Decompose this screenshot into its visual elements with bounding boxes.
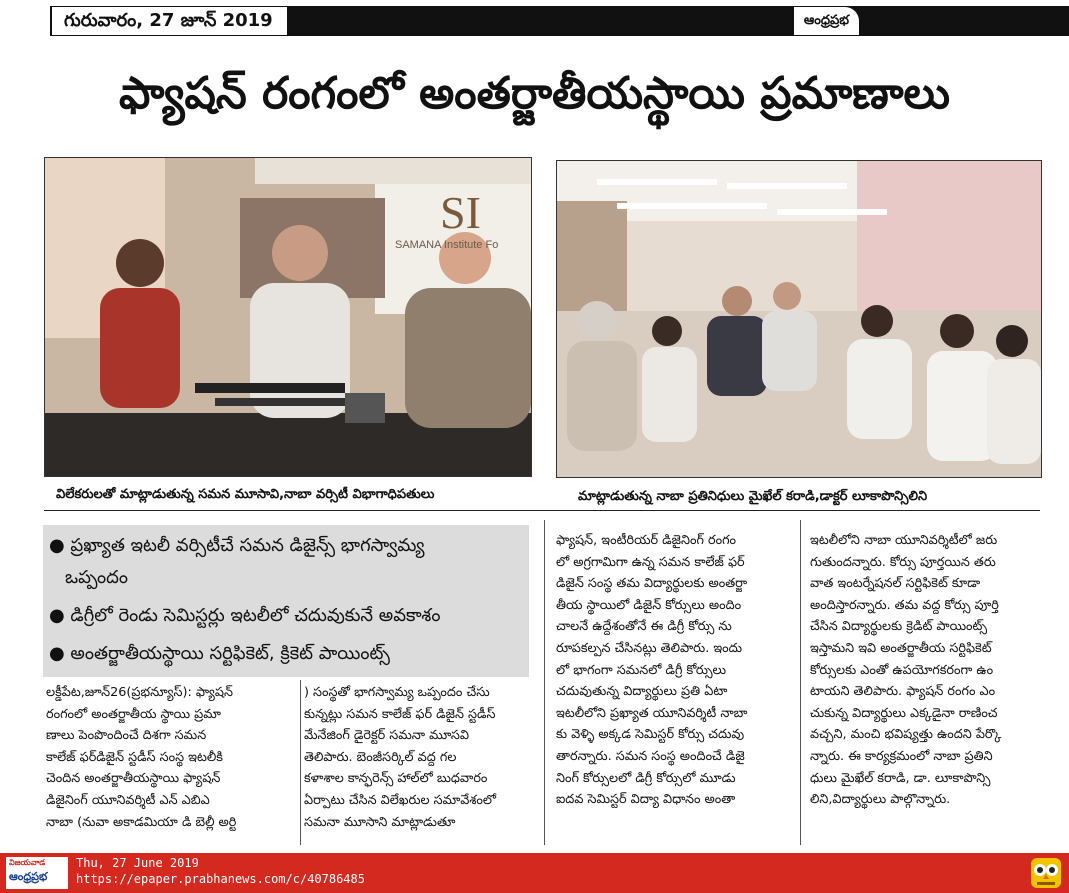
article-column-4 (810, 530, 1066, 811)
highlight-item: ● అంతర్జాతీయస్థాయి సర్టిఫికెట్, క్రికెట్ పాయింట్స్ (49, 643, 390, 664)
article-line: వాత ఇంటర్నేషనల్ సర్టిఫికెట్ కూడా (810, 576, 981, 592)
article-line: ఏర్పాటు చేసిన విలేఖరుల సమావేశంలో (304, 792, 497, 808)
article-line: నాబా (నువా అకాడమియా డి బెల్లీ అర్టి (46, 814, 237, 830)
footer-url[interactable]: https://epaper.prabhanews.com/c/40786485 (76, 872, 365, 886)
right-photo-caption: మాట్లాడుతున్న నాబా ప్రతినిధులు మైఖేల్ కరాడి,డాక్టర్ లూకాపొన్సిలిని (578, 489, 928, 504)
article-line: టాయని తెలిపారు. ఫ్యాషన్ రంగం ఎం (810, 684, 996, 700)
article-line: ఇటలీలోని నాబా యూనివర్శిటీలో జరు (810, 533, 998, 548)
banner-subtext: SAMANA Institute Fo (395, 239, 499, 251)
column-rule-3 (300, 680, 301, 845)
article-column-2 (304, 682, 540, 833)
left-photo-caption: విలేకరులతో మాట్లాడుతున్న సమన మూసావి,నాబా వర్సిటీ విభాగాధిపతులు (56, 487, 435, 502)
article-line: గుతుందన్నారు. కోర్సు పూర్తయిన తరు (810, 554, 996, 570)
article-line: తీయ స్థాయిలో డిజైన్ కోర్సులు అందిం (556, 597, 742, 613)
article-line: లో అగ్రగామిగా ఉన్న సమన కాలేజ్ ఫర్ (556, 554, 745, 570)
article-line: చేసిన విద్యార్థులకు క్రెడిట్ పాయింట్స్ (810, 619, 988, 635)
article-line: అందిస్తారన్నారు. తమ వద్ద కోర్సు పూర్తి (810, 597, 999, 613)
article-line: చుకున్న విద్యార్థులు ఎక్కడైనా రాణించ (810, 705, 998, 721)
article-line: వచ్చని, మంచి భవిష్యత్తు ఉందని పేర్కొ (810, 727, 1002, 743)
article-column-3 (556, 530, 796, 811)
page-headline: ఫ్యాషన్ రంగంలో అంతర్జాతీయస్థాయి ప్రమాణాలు (119, 68, 950, 119)
article-line: ఇటలీలోని ప్రఖ్యాత యూనివర్శిటీ నాబా (556, 705, 748, 721)
masthead-brand: ఆంధ్రప్రభ (794, 7, 859, 35)
article-line: కున్నట్లు సమన కాలేజ్ ఫర్ డిజైన్ స్టడీస్ (304, 706, 496, 722)
article-line: కోర్సులకు ఎంతో ఉపయోగకరంగా ఉం (810, 662, 994, 678)
owl-icon[interactable] (1029, 856, 1063, 890)
article-line: కళాశాల కాన్ఫరెన్స్ హాల్‌లో బుధవారం (304, 771, 488, 787)
article-line: లిని,విద్యార్థులు పాల్గొన్నారు. (810, 792, 951, 808)
article-line: ధులు మైఖేల్ కరాడి, డా. లూకాపొన్సి (810, 770, 991, 786)
article-line: చాలనే ఉద్దేశంతోనే ఈ డిగ్రీ కోర్సు ను (556, 619, 732, 635)
article-line: ఐదవ సెమిస్టర్ విద్యా విధానం అంతా (556, 792, 736, 808)
press-conference-image (45, 158, 531, 476)
caption-divider (44, 510, 1040, 511)
epaper-footer (0, 853, 1069, 893)
article-line: న్నారు. ఈ కార్యక్రమంలో నాబా ప్రతిని (810, 748, 993, 764)
footer-logo-city: విజయవాడ (9, 858, 46, 867)
edition-date: గురువారం, 27 జూన్ 2019 (52, 7, 287, 35)
highlights-box (43, 525, 529, 677)
article-line: నింగ్ కోర్సులలో డిగ్రీ కోర్సులో మూడు (556, 770, 736, 786)
highlight-item: ● ప్రఖ్యాత ఇటలీ వర్సిటీచే సమన డిజైన్స్ భాగస్వామ్య (49, 535, 425, 556)
article-line: డిజైన్ సంస్థ తమ విద్యార్థులకు అంతర్జా (556, 576, 748, 592)
press-conference-photo[interactable] (44, 157, 532, 477)
article-line: రంగంలో అంతర్జాతీయ స్థాయి ప్రమా (46, 706, 221, 722)
footer-logo[interactable] (6, 857, 68, 889)
article-line: లక్డీపేట,జూన్26(ప్రభన్యూస్): ఫ్యాషన్ (46, 685, 234, 700)
article-line: ఇస్తామని ఇవి అంతర్జాతీయ సర్టిఫికెట్ (810, 640, 992, 656)
article-line: డిజైనింగ్ యూనివర్శిటీ ఎన్ ఎబిఎ (46, 792, 210, 808)
article-line: లో భాగంగా సమనలో డిగ్రీ కోర్సులు (556, 662, 727, 678)
article-line: కాలేజ్ ఫర్‌డిజైన్ స్టడీస్ సంస్థ ఇటలీకి (46, 749, 223, 765)
students-meeting-image (557, 161, 1041, 477)
article-line: చదువుతున్న విద్యార్థులు ప్రతి ఏటా (556, 684, 728, 700)
article-line: చెందిన అంతర్జాతీయస్థాయి ఫ్యాషన్ (46, 771, 221, 787)
footer-logo-brand: ఆంధ్రప్రభ (9, 870, 48, 883)
article-line: సమనా మూసాని మాట్లాడుతూ (304, 814, 456, 830)
article-line: కు వెళ్ళి అక్కడ సెమిస్టర్ కోర్సు చదువు (556, 727, 745, 743)
students-meeting-photo[interactable] (556, 160, 1042, 478)
column-rule-2 (800, 520, 801, 845)
article-line: తెలిపారు. బెంజీసర్కిల్ వద్ద గల (304, 749, 457, 765)
highlight-item: ఒప్పందం (65, 567, 128, 588)
article-line: మేనేజింగ్ డైరెక్టర్ సమనా మూసవి (304, 728, 469, 744)
article-line: ణాలు పెంపొందించే దిశగా సమన (46, 728, 207, 744)
highlight-item: ● డిగ్రీలో రెండు సెమిస్టర్లు ఇటలీలో చదువుకునే అవకాశం (49, 605, 441, 626)
article-column-1 (46, 682, 296, 833)
article-line: ఫ్యాషన్, ఇంటీరియర్ డిజైనింగ్ రంగం (556, 533, 737, 548)
article-line: తారన్నారు. సమన సంస్థ అందించే డిజై (556, 748, 745, 764)
banner-text: SI (440, 187, 481, 238)
column-rule-1 (544, 520, 545, 845)
article-line: ) సంస్థతో భాగస్వామ్య ఒప్పందం చేసు (304, 685, 490, 700)
footer-date: Thu, 27 June 2019 (76, 856, 199, 870)
article-line: రూపకల్పన చేసినట్లు తెలిపారు. ఇందు (556, 640, 743, 656)
